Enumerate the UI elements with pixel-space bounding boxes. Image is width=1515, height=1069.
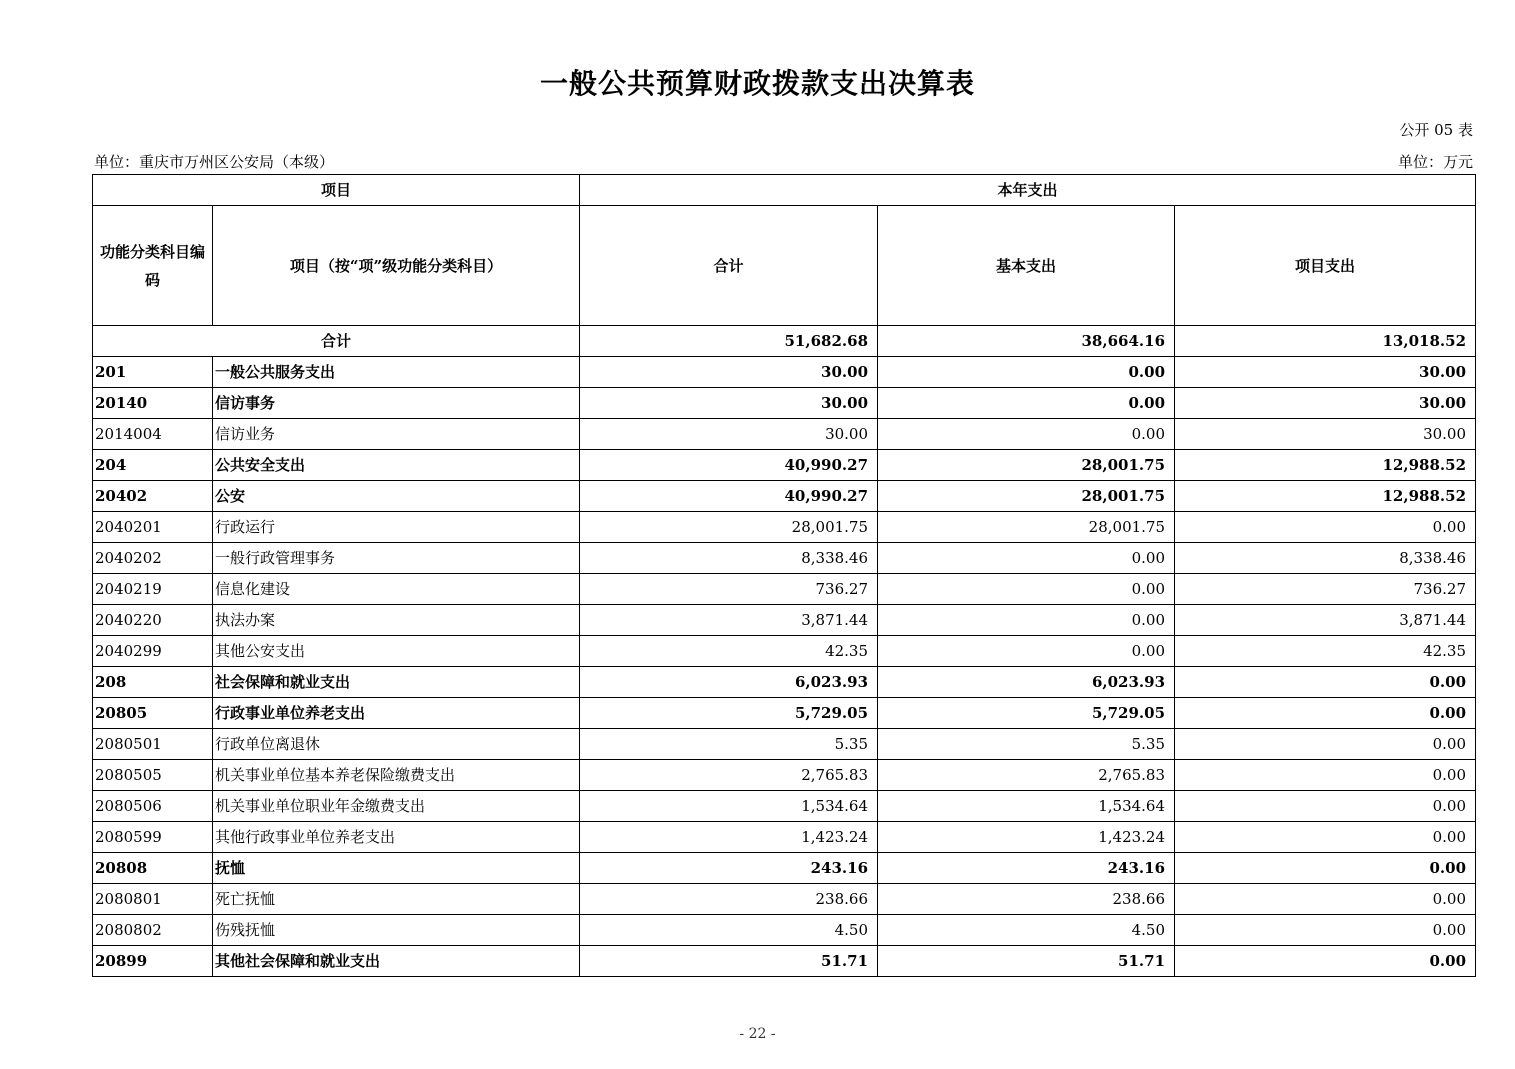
- row-code: 201: [93, 357, 213, 388]
- row-code: 2014004: [93, 419, 213, 450]
- row-name: 行政单位离退休: [213, 729, 580, 760]
- row-total: 1,423.24: [580, 822, 878, 853]
- table-row: [93, 729, 1476, 760]
- header-basic: 基本支出: [878, 206, 1175, 326]
- row-name: 公共安全支出: [213, 450, 580, 481]
- row-code: 20140: [93, 388, 213, 419]
- row-project: 0.00: [1175, 667, 1476, 698]
- row-total: 51.71: [580, 946, 878, 977]
- table-row: [93, 791, 1476, 822]
- row-total: 736.27: [580, 574, 878, 605]
- row-total: 28,001.75: [580, 512, 878, 543]
- row-basic: 243.16: [878, 853, 1175, 884]
- row-code: 2040201: [93, 512, 213, 543]
- header-project-expense: 项目支出: [1175, 206, 1476, 326]
- total-basic: 38,664.16: [878, 326, 1175, 357]
- row-code: 2080501: [93, 729, 213, 760]
- row-name: 信访业务: [213, 419, 580, 450]
- row-basic: 0.00: [878, 574, 1175, 605]
- row-code: 204: [93, 450, 213, 481]
- row-code: 2080801: [93, 884, 213, 915]
- row-project: 0.00: [1175, 760, 1476, 791]
- header-this-year: 本年支出: [580, 175, 1476, 206]
- table-row: [93, 946, 1476, 977]
- row-total: 243.16: [580, 853, 878, 884]
- table-row: [93, 605, 1476, 636]
- row-basic: 4.50: [878, 915, 1175, 946]
- row-project: 12,988.52: [1175, 450, 1476, 481]
- row-code: 2040202: [93, 543, 213, 574]
- row-basic: 0.00: [878, 636, 1175, 667]
- table-row: [93, 760, 1476, 791]
- header-item-name: 项目（按“项”级功能分类科目）: [213, 206, 580, 326]
- row-project: 8,338.46: [1175, 543, 1476, 574]
- row-basic: 0.00: [878, 388, 1175, 419]
- row-code: 20899: [93, 946, 213, 977]
- table-row: [93, 419, 1476, 450]
- row-name: 其他公安支出: [213, 636, 580, 667]
- row-basic: 1,423.24: [878, 822, 1175, 853]
- row-project: 736.27: [1175, 574, 1476, 605]
- row-total: 5.35: [580, 729, 878, 760]
- row-code: 208: [93, 667, 213, 698]
- row-total: 2,765.83: [580, 760, 878, 791]
- table-row: [93, 450, 1476, 481]
- total-label: 合计: [93, 326, 580, 357]
- row-name: 机关事业单位基本养老保险缴费支出: [213, 760, 580, 791]
- row-code: 20808: [93, 853, 213, 884]
- row-project: 12,988.52: [1175, 481, 1476, 512]
- row-total: 238.66: [580, 884, 878, 915]
- row-total: 30.00: [580, 419, 878, 450]
- row-name: 死亡抚恤: [213, 884, 580, 915]
- row-name: 一般行政管理事务: [213, 543, 580, 574]
- table-number: 公开 05 表: [1399, 121, 1473, 139]
- row-project: 0.00: [1175, 853, 1476, 884]
- header-project: 项目: [93, 175, 580, 206]
- row-code: 2080599: [93, 822, 213, 853]
- table-row: [93, 915, 1476, 946]
- organization-unit: 单位：重庆市万州区公安局（本级）: [94, 153, 335, 171]
- table-row: [93, 481, 1476, 512]
- row-project: 0.00: [1175, 729, 1476, 760]
- table-row: [93, 512, 1476, 543]
- table-row: [93, 884, 1476, 915]
- page-number: - 22 -: [739, 1026, 776, 1042]
- row-basic: 2,765.83: [878, 760, 1175, 791]
- row-name: 抚恤: [213, 853, 580, 884]
- table-row: [93, 388, 1476, 419]
- table-row: [93, 853, 1476, 884]
- row-total: 6,023.93: [580, 667, 878, 698]
- row-basic: 0.00: [878, 357, 1175, 388]
- row-name: 行政事业单位养老支出: [213, 698, 580, 729]
- row-project: 0.00: [1175, 822, 1476, 853]
- row-code: 2040220: [93, 605, 213, 636]
- row-project: 42.35: [1175, 636, 1476, 667]
- page-title: 一般公共预算财政拨款支出决算表: [539, 67, 975, 100]
- table-row: [93, 636, 1476, 667]
- row-total: 42.35: [580, 636, 878, 667]
- row-basic: 5.35: [878, 729, 1175, 760]
- row-project: 30.00: [1175, 388, 1476, 419]
- total-sum: 51,682.68: [580, 326, 878, 357]
- row-project: 30.00: [1175, 419, 1476, 450]
- table-row: [93, 357, 1476, 388]
- row-basic: 0.00: [878, 605, 1175, 636]
- row-total: 4.50: [580, 915, 878, 946]
- row-project: 0.00: [1175, 884, 1476, 915]
- table-row: [93, 543, 1476, 574]
- row-basic: 28,001.75: [878, 512, 1175, 543]
- row-name: 一般公共服务支出: [213, 357, 580, 388]
- header-code: 功能分类科目编码: [93, 206, 213, 326]
- row-name: 社会保障和就业支出: [213, 667, 580, 698]
- table-row: [93, 698, 1476, 729]
- budget-table: [92, 174, 1476, 977]
- row-code: 20805: [93, 698, 213, 729]
- row-project: 0.00: [1175, 915, 1476, 946]
- row-total: 1,534.64: [580, 791, 878, 822]
- row-total: 30.00: [580, 357, 878, 388]
- row-name: 公安: [213, 481, 580, 512]
- row-name: 信息化建设: [213, 574, 580, 605]
- row-project: 0.00: [1175, 698, 1476, 729]
- row-basic: 51.71: [878, 946, 1175, 977]
- row-code: 2080505: [93, 760, 213, 791]
- row-name: 机关事业单位职业年金缴费支出: [213, 791, 580, 822]
- currency-unit: 单位：万元: [1397, 153, 1473, 171]
- row-name: 其他行政事业单位养老支出: [213, 822, 580, 853]
- header-total: 合计: [580, 206, 878, 326]
- row-project: 0.00: [1175, 791, 1476, 822]
- row-project: 30.00: [1175, 357, 1476, 388]
- table-row: [93, 822, 1476, 853]
- row-basic: 28,001.75: [878, 481, 1175, 512]
- table-row: [93, 574, 1476, 605]
- row-code: 2080802: [93, 915, 213, 946]
- row-name: 信访事务: [213, 388, 580, 419]
- row-basic: 28,001.75: [878, 450, 1175, 481]
- row-project: 3,871.44: [1175, 605, 1476, 636]
- row-basic: 238.66: [878, 884, 1175, 915]
- row-total: 8,338.46: [580, 543, 878, 574]
- row-total: 5,729.05: [580, 698, 878, 729]
- row-code: 2080506: [93, 791, 213, 822]
- row-basic: 0.00: [878, 543, 1175, 574]
- row-code: 2040299: [93, 636, 213, 667]
- row-total: 30.00: [580, 388, 878, 419]
- row-name: 执法办案: [213, 605, 580, 636]
- row-project: 0.00: [1175, 512, 1476, 543]
- row-code: 2040219: [93, 574, 213, 605]
- row-basic: 5,729.05: [878, 698, 1175, 729]
- row-name: 其他社会保障和就业支出: [213, 946, 580, 977]
- row-total: 40,990.27: [580, 481, 878, 512]
- table-row: [93, 667, 1476, 698]
- row-basic: 6,023.93: [878, 667, 1175, 698]
- row-project: 0.00: [1175, 946, 1476, 977]
- row-basic: 1,534.64: [878, 791, 1175, 822]
- row-total: 40,990.27: [580, 450, 878, 481]
- row-name: 伤残抚恤: [213, 915, 580, 946]
- row-total: 3,871.44: [580, 605, 878, 636]
- total-row: [93, 326, 1476, 357]
- total-project: 13,018.52: [1175, 326, 1476, 357]
- row-code: 20402: [93, 481, 213, 512]
- row-basic: 0.00: [878, 419, 1175, 450]
- row-name: 行政运行: [213, 512, 580, 543]
